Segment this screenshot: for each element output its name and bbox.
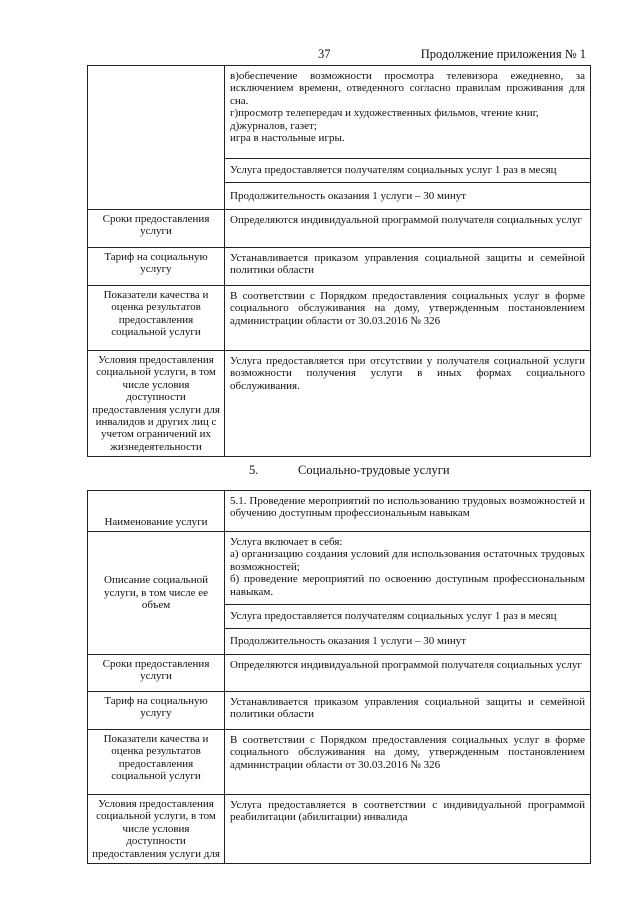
labor-services-table [87,490,591,864]
appendix-label: Продолжение приложения № 1 [420,47,586,61]
description-line: г)просмотр телепередач и художественных фильмов, чтение книг, [230,107,539,120]
row-label: Условия предоставления социальной услуги, в том числе условия доступности предоставления услуги для [88,795,225,864]
row-value: В соответствии с Порядком предоставления социальных услуг в форме социального обслуживания на дому, утвержденным постановлением администрации области от 30.03.2016 № 326 [225,286,591,351]
table-row [88,532,591,605]
table-row [88,66,591,159]
description-line: б) проведение мероприятий по освоению доступным профессиональным навыкам. [230,573,585,598]
row-value: Определяются индивидуальной программой получателя социальных услуг [225,210,591,248]
row-value: Устанавливается приказом управления социальной защиты и семейной политики области [225,692,591,730]
row-value: Устанавливается приказом управления социальной защиты и семейной политики области [225,248,591,286]
service-name-cell: 5.1. Проведение мероприятий по использованию трудовых возможностей и обучению доступным профессиональным навыкам [225,491,591,532]
row-label: Тариф на социальную услугу [88,692,225,730]
page-header [0,47,639,63]
description-cell [225,66,591,159]
description-line: д)журналов, газет; [230,119,317,132]
duration-cell: Продолжительность оказания 1 услуги – 30 минут [225,629,591,655]
table-row [88,655,591,692]
row-value: Услуга предоставляется при отсутствии у получателя социальной услуги возможности получения услуги в иных формах социального обслуживания. [225,351,591,457]
description-line: а) организацию создания условий для использования остаточных трудовых возможностей; [230,548,585,573]
row-label: Наименование услуги [88,491,225,532]
frequency-cell: Услуга предоставляется получателям социальных услуг 1 раз в месяц [225,159,591,183]
description-line: Услуга включает в себя: [230,536,343,548]
row-label: Описание социальной услуги, в том числе ее объем [88,532,225,655]
row-label: Сроки предоставления услуги [88,210,225,248]
table-row [88,730,591,795]
description-line: в)обеспечение возможности просмотра телевизора ежедневно, за исключением времени, отведенного согласно правилам проживания для сна. [230,70,585,107]
duration-cell: Продолжительность оказания 1 услуги – 30 минут [225,183,591,210]
row-label: Показатели качества и оценка результатов предоставления социальной услуги [88,286,225,351]
table-row [88,210,591,248]
description-line: игра в настольные игры. [230,132,345,145]
row-label: Условия предоставления социальной услуги, в том числе условия доступности предоставления услуги для инвалидов и других лиц с учетом ограничений их жизнедеятельности [88,351,225,457]
row-label: Показатели качества и оценка результатов предоставления социальной услуги [88,730,225,795]
description-cell [225,532,591,605]
empty-label-cell [88,66,225,210]
table-row [88,491,591,532]
table-row [88,692,591,730]
page-number: 37 [318,47,331,61]
row-value: Определяются индивидуальной программой получателя социальных услуг [225,655,591,692]
table-row [88,286,591,351]
table-row [88,248,591,286]
row-label: Тариф на социальную услугу [88,248,225,286]
section-title: Социально-трудовые услуги [298,463,450,477]
row-value: Услуга предоставляется в соответствии с индивидуальной программой реабилитации (абилитации) инвалида [225,795,591,864]
table-row [88,795,591,864]
row-label: Сроки предоставления услуги [88,655,225,692]
row-value: В соответствии с Порядком предоставления социальных услуг в форме социального обслуживания на дому, утвержденным постановлением администрации области от 30.03.2016 № 326 [225,730,591,795]
services-table-continued [87,65,591,457]
table-row [88,351,591,457]
frequency-cell: Услуга предоставляется получателям социальных услуг 1 раз в месяц [225,605,591,629]
section-number: 5. [249,463,259,477]
